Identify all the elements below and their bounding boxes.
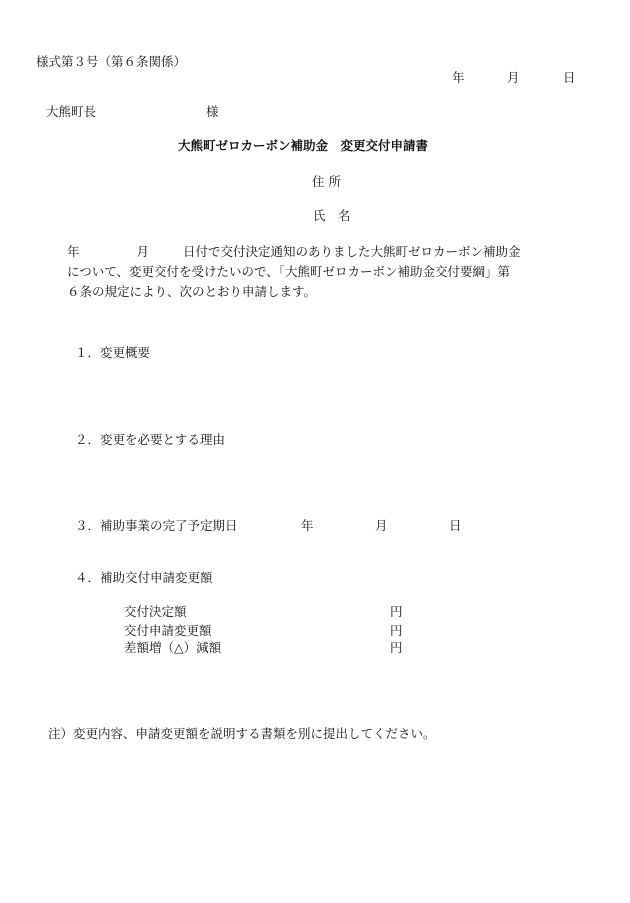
request-paragraph <box>67 242 557 302</box>
amount-label: 差額増（△）減額 <box>124 640 222 655</box>
amount-label: 交付決定額 <box>124 604 187 619</box>
amount-unit: 円 <box>390 623 403 638</box>
addressee-name: 大熊町長 <box>46 104 97 119</box>
item-2-change-reason: ２．変更を必要とする理由 <box>75 432 226 447</box>
paragraph-line-3: ６条の規定により、次のとおり申請します。 <box>67 284 317 299</box>
paragraph-line-1 <box>67 242 557 262</box>
amount-label: 交付申請変更額 <box>124 623 212 638</box>
date-year-label: 年 <box>452 70 465 85</box>
paragraph-line-2: について、変更交付を受けたいので、「大熊町ゼロカーボン補助金交付要綱」第 <box>67 264 511 279</box>
form-number: 様式第３号（第６条関係） <box>36 54 187 69</box>
item-3-label: ３．補助事業の完了予定期日 <box>75 518 238 533</box>
footnote: 注）変更内容、申請変更額を説明する書類を別に提出してください。 <box>48 726 436 741</box>
addressee-honorific: 様 <box>206 104 219 119</box>
date-day-label: 日 <box>563 70 576 85</box>
item-3-year: 年 <box>301 518 314 533</box>
amount-unit: 円 <box>390 604 403 619</box>
amount-unit: 円 <box>390 640 403 655</box>
date-month-label: 月 <box>507 70 520 85</box>
paragraph-month: 月 <box>136 244 150 259</box>
item-3-day: 日 <box>449 518 462 533</box>
address-label: 住 所 <box>312 174 341 189</box>
name-label: 氏 名 <box>313 208 351 223</box>
document-title: 大熊町ゼロカーボン補助金 変更交付申請書 <box>178 138 429 153</box>
paragraph-line-1-text: 日付で交付決定通知のありました大熊町ゼロカーボン補助金 <box>183 244 521 259</box>
item-1-change-summary: １．変更概要 <box>75 345 151 360</box>
item-3-month: 月 <box>375 518 388 533</box>
item-4-amount-change: ４．補助交付申請変更額 <box>75 570 213 585</box>
paragraph-year: 年 <box>67 244 80 259</box>
